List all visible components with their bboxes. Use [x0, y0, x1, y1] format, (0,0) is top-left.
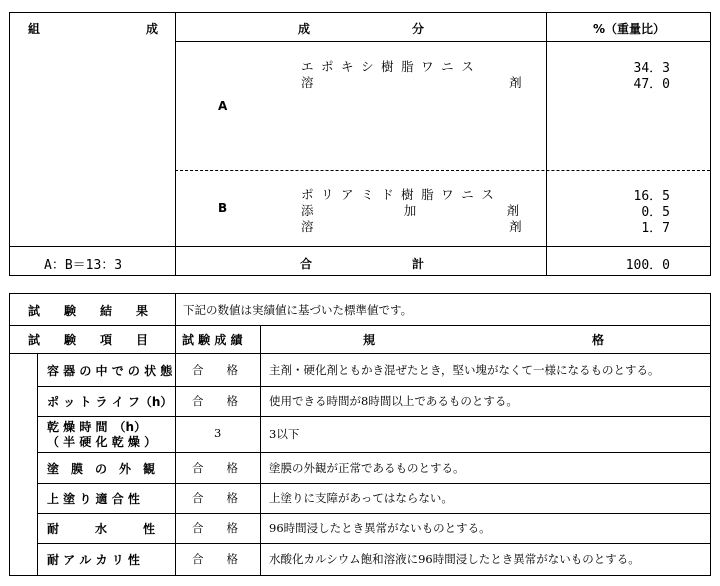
test-item: 容 器 の 中 で の 状 態 [47, 364, 173, 378]
part-b-label: B [218, 201, 228, 215]
header-divider [175, 41, 710, 42]
test-spec: 3以下 [269, 427, 300, 441]
header-test-result: 試 験 成 績 [182, 333, 243, 347]
total-label-b: 計 [412, 257, 425, 271]
column-divider [546, 13, 547, 275]
header-spec-a: 規 [363, 333, 376, 347]
test-item: 乾 燥 時 間 （h） [47, 420, 147, 434]
row-divider [37, 386, 710, 387]
ingredient-value: 47．0 [633, 77, 670, 92]
test-spec: 96時間浸したとき異常がないものとする。 [269, 521, 491, 535]
row-divider [37, 416, 710, 417]
test-result: 合 格 [192, 491, 238, 505]
part-divider [175, 170, 710, 171]
test-result: 合 格 [192, 394, 238, 408]
test-spec: 上塗りに支障があってはならない。 [269, 491, 453, 505]
composition-table [9, 12, 711, 276]
total-value: 100．0 [625, 258, 670, 273]
indent-divider [37, 353, 38, 575]
column-divider [260, 325, 261, 575]
test-result: 合 格 [192, 552, 238, 566]
total-label-a: 合 [300, 257, 313, 271]
ingredient-value: 0．5 [641, 205, 670, 220]
row-divider [37, 452, 710, 453]
column-divider [175, 13, 176, 275]
test-spec: 使用できる時間が8時間以上であるものとする。 [269, 394, 518, 408]
standard-values-note: 下記の数値は実績値に基づいた標準値です。 [183, 303, 413, 317]
ingredient-name: ポ リ ア ミ ド 樹 脂 ワ ニ ス [301, 187, 494, 202]
ingredient-name: 添 加 剤 [301, 203, 520, 218]
row-divider [37, 513, 710, 514]
test-item: 塗 膜 の 外 観 [47, 462, 156, 476]
test-result: 合 格 [192, 461, 238, 475]
test-result: 合 格 [192, 521, 238, 535]
ingredient-value: 34．3 [633, 61, 670, 76]
mix-ratio: A：B＝13：3 [44, 258, 123, 273]
test-results-table [9, 293, 711, 576]
row-divider [37, 483, 710, 484]
row-divider [37, 543, 710, 544]
test-item-subtitle: （ 半 硬 化 乾 燥 ） [47, 435, 157, 449]
ingredient-value: 1．7 [641, 221, 670, 236]
test-results-title: 試 験 結 果 [28, 304, 149, 318]
test-spec: 塗膜の外観が正常であるものとする。 [269, 461, 465, 475]
ingredient-value: 16．5 [633, 189, 670, 204]
test-result: 合 格 [192, 363, 238, 377]
header-component-b: 分 [412, 22, 425, 36]
header-weight-percent: %（重量比） [593, 22, 666, 36]
ingredient-name: エ ポ キ シ 樹 脂 ワ ニ ス [301, 59, 474, 74]
header-composition-a: 組 [28, 22, 41, 36]
header-test-item: 試 験 項 目 [28, 333, 149, 347]
test-item: 上 塗 り 適 合 性 [47, 492, 140, 506]
test-spec: 水酸化カルシウム飽和溶液に96時間浸したとき異常がないものとする。 [269, 552, 640, 566]
test-item: ポ ッ ト ラ イ フ（h） [47, 395, 173, 409]
test-result: 3 [214, 426, 222, 440]
test-item: 耐 ア ル カ リ 性 [47, 553, 140, 567]
column-divider [175, 294, 176, 575]
ingredient-name: 溶 剤 [301, 75, 522, 90]
total-divider [10, 246, 710, 247]
header-composition-b: 成 [146, 22, 159, 36]
test-item: 耐 水 性 [47, 522, 156, 536]
part-a-label: A [218, 99, 228, 113]
test-spec: 主剤・硬化剤ともかき混ぜたとき，堅い塊がなくて一様になるものとする。 [269, 363, 660, 377]
header-component-a: 成 [298, 22, 311, 36]
row-divider [10, 353, 710, 354]
ingredient-name: 溶 剤 [301, 219, 522, 234]
header-spec-b: 格 [592, 333, 605, 347]
row-divider [10, 325, 710, 326]
